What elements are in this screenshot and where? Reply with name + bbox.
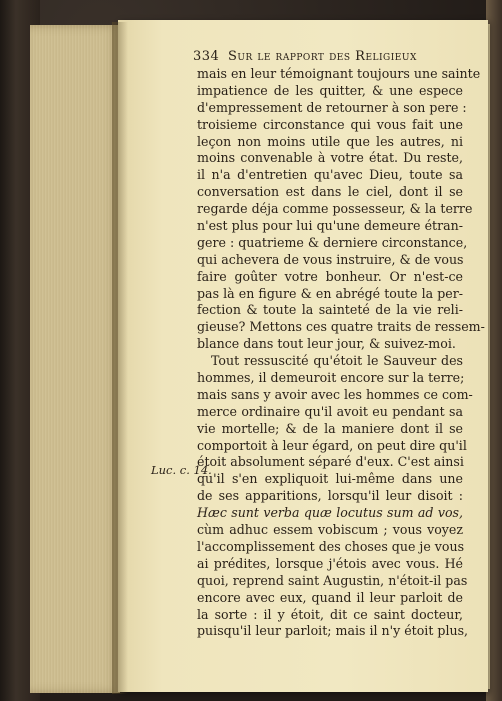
text-line: étoit absolument séparé d'eux. C'est ainsi: [197, 454, 464, 470]
text-line: regarde déja comme possesseur, & la terre: [197, 201, 473, 217]
page-number: 334: [193, 49, 220, 64]
text-line: qui achevera de vous instruire, & de vous: [197, 251, 464, 267]
text-line: d'empressement de retourner à son pere :: [197, 99, 467, 115]
text-line: merce ordinaire qu'il avoit eu pendant sa: [197, 403, 463, 419]
page-header: [193, 49, 471, 64]
text-line: encore avec eux, quand il leur parloit de: [197, 589, 463, 605]
text-line: troisieme circonstance qui vous fait une: [197, 116, 463, 132]
text-line: mais sans y avoir avec les hommes ce com-: [197, 386, 473, 402]
page-gutter: [112, 22, 128, 694]
text-line: impatience de les quitter, & une espece: [197, 82, 463, 98]
text-line: Tout ressuscité qu'étoit le Sauveur des: [211, 353, 463, 369]
text-line: mais en leur témoignant toujours une sainte: [197, 66, 481, 81]
text-line: la sorte : il y étoit, dit ce saint docteur,: [197, 606, 463, 622]
page-edges: [30, 25, 120, 693]
text-line: hommes, il demeuroit encore sur la terre;: [197, 370, 465, 386]
text-line: conversation est dans le ciel, dont il se: [197, 184, 463, 200]
text-line: moins convenable à votre état. Du reste,: [197, 150, 463, 166]
text-line: gere : quatrieme & derniere circonstance,: [197, 234, 468, 250]
text-line: qu'il s'en expliquoit lui-même dans une: [197, 471, 463, 487]
text-line: leçon non moins utile que les autres, ni: [197, 133, 463, 149]
text-line: cùm adhuc essem vobiscum ; vous voyez: [197, 522, 463, 538]
running-title: Sur le rapport des Religieux: [227, 49, 417, 64]
body-text: [197, 66, 485, 640]
text-line: il n'a d'entretien qu'avec Dieu, toute sa: [197, 167, 463, 183]
text-line: n'est plus pour lui qu'une demeure étran-: [197, 218, 463, 234]
text-line: pas là en figure & en abrégé toute la per-: [197, 285, 463, 301]
text-line: de ses apparitions, lorsqu'il leur disoit :: [197, 488, 463, 504]
text-line: Hæc sunt verba quæ locutus sum ad vos,: [197, 505, 463, 521]
text-line: quoi, reprend saint Augustin, n'étoit-il pas: [197, 572, 468, 588]
text-line: faire goûter votre bonheur. Or n'est-ce: [197, 268, 463, 284]
text-line: vie mortelle; & de la maniere dont il se: [197, 420, 463, 436]
text-line: ai prédites, lorsque j'étois avec vous. Hé: [197, 555, 463, 571]
text-line: comportoit à leur égard, on peut dire qu'il: [197, 437, 467, 453]
text-line: fection & toute la sainteté de la vie reli-: [197, 302, 463, 318]
text-line: gieuse? Mettons ces quatre traits de ressem-: [197, 319, 485, 335]
text-line: blance dans tout leur jour, & suivez-moi.: [197, 336, 456, 352]
text-line: l'accomplissement des choses que je vous: [197, 538, 465, 554]
text-line: puisqu'il leur parloit; mais il n'y étoit plus,: [197, 623, 469, 639]
margin-reference: Luc. c. 14.: [151, 463, 212, 477]
